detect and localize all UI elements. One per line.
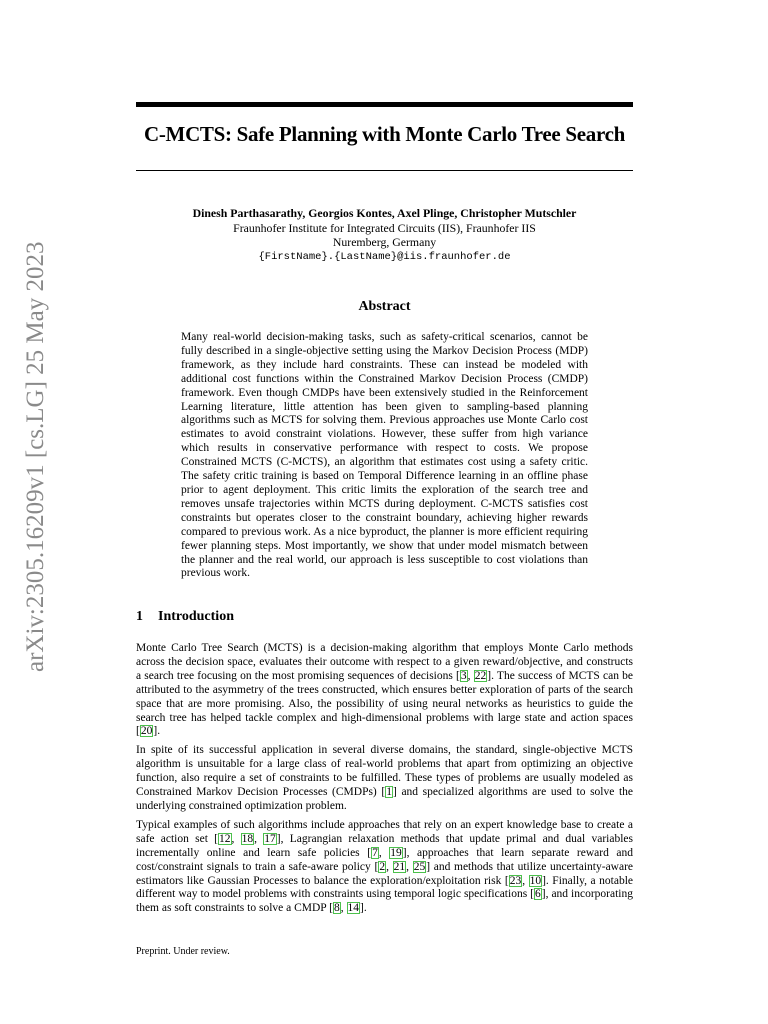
- citation-link[interactable]: 22: [474, 669, 487, 682]
- citation-link[interactable]: 14: [347, 902, 359, 915]
- citation-link[interactable]: 23: [509, 874, 522, 887]
- citation-link[interactable]: 10: [529, 874, 542, 887]
- email: {FirstName}.{LastName}@iis.fraunhofer.de: [258, 250, 511, 263]
- author-block: [136, 206, 633, 264]
- location: Nuremberg, Germany: [332, 235, 437, 250]
- citation-link[interactable]: 21: [393, 860, 406, 873]
- citation-link[interactable]: 3: [460, 669, 467, 682]
- citation-link[interactable]: 8: [334, 902, 340, 915]
- paragraph: Typical examples of such algorithms include approaches that rely on an expert knowledge base to create a safe action set [12, 18, 17], Lagrangian relaxation methods that update primal and dual variables incrementally online and learn safe policies [7, 19], approaches that learn separate reward and cost/constraint signals to train a safe-aware policy [2, 21, 25] and methods that utilize uncertainty-aware estimators like Gaussian Processes to balance the exploration/exploitation risk [23, 10]. Finally, a notable different way to model problems with constraints using temporal logic specifications [6], and incorporating them as soft constraints to solve a CMDP [8, 14].: [136, 818, 634, 915]
- citation-link[interactable]: 2: [379, 860, 386, 873]
- citation-link[interactable]: 19: [390, 846, 402, 859]
- citation-link[interactable]: 25: [413, 860, 426, 873]
- abstract-heading: Abstract: [358, 299, 411, 314]
- introduction-body: [136, 642, 633, 921]
- title-top-rule: [136, 102, 633, 107]
- paragraph: Monte Carlo Tree Search (MCTS) is a decision-making algorithm that employs Monte Carlo methods across the decision space, evaluates their outcome with respect to a given reward/objective, and constructs a search tree focusing on the most promising sequences of decisions [3, 22]. The success of MCTS can be attributed to the asymmetry of the trees constructed, which ensures better exploration of parts of the search space that are more promising. Also, the possibility of using neural networks as heuristics to guide the search tree has helped tackle complex and high-dimensional problems with large state and action spaces [20].: [136, 642, 633, 738]
- title-bottom-rule: [136, 170, 633, 171]
- affiliation: Fraunhofer Institute for Integrated Circuits (IIS), Fraunhofer IIS: [233, 220, 536, 235]
- citation-link[interactable]: 12: [219, 832, 231, 845]
- arxiv-identifier-stamp: arXiv:2305.16209v1 [cs.LG] 25 May 2023: [22, 241, 49, 672]
- citation-link[interactable]: 18: [241, 832, 254, 845]
- section-heading-introduction: [136, 609, 234, 625]
- citation-link[interactable]: 7: [372, 846, 378, 859]
- paragraph: In spite of its successful application in several diverse domains, the standard, single-objective MCTS algorithm is unsuitable for a large class of real-world problems that apart from optimizing an objective function, also require a set of constraints to be fulfilled. These types of problems are usually modeled as Constrained Markov Decision Processes (CMDPs) [1] and specialized algorithms are used to solve the underlying constrained optimization problem.: [136, 744, 634, 812]
- citation-link[interactable]: 20: [140, 725, 153, 738]
- citation-link[interactable]: 6: [535, 888, 541, 901]
- section-title: Introduction: [158, 609, 234, 624]
- paper-title: C-MCTS: Safe Planning with Monte Carlo Tree Search: [143, 122, 625, 146]
- author-names: Dinesh Parthasarathy, Georgios Kontes, Axel Plinge, Christopher Mutschler: [192, 206, 577, 220]
- abstract-text: Many real-world decision-making tasks, such as safety-critical scenarios, cannot be fully described in a single-objective setting using the Markov Decision Process (MDP) framework, as they include hard constraints. These can instead be modeled with additional cost functions within the Constrained Markov Decision Process (CMDP) framework. Even though CMDPs have been extensively studied in the Reinforcement Learning literature, little attention has been given to sampling-based planning algorithms such as MCTS for solving them. Previous approaches use Monte Carlo cost estimates to avoid constraint violations. However, these suffer from high variance which results in conservative performance with respect to costs. We propose Constrained MCTS (C-MCTS), an algorithm that estimates cost using a safety critic. The safety critic training is based on Temporal Difference learning in an offline phase prior to agent deployment. This critic limits the exploration of the search tree and removes unsafe trajectories within MCTS during deployment. C-MCTS satisfies cost constraints but operates closer to the constraint boundary, achieving higher rewards compared to previous work. As a nice byproduct, the planner is more efficient requiring fewer planning steps. Most importantly, we show that under model mismatch between the planner and the real world, our approach is less susceptible to cost violations than previous work.: [181, 331, 588, 580]
- section-number: 1: [136, 609, 143, 624]
- footer-note: Preprint. Under review.: [136, 946, 230, 957]
- citation-link[interactable]: 1: [386, 786, 392, 799]
- citation-link[interactable]: 17: [264, 832, 276, 845]
